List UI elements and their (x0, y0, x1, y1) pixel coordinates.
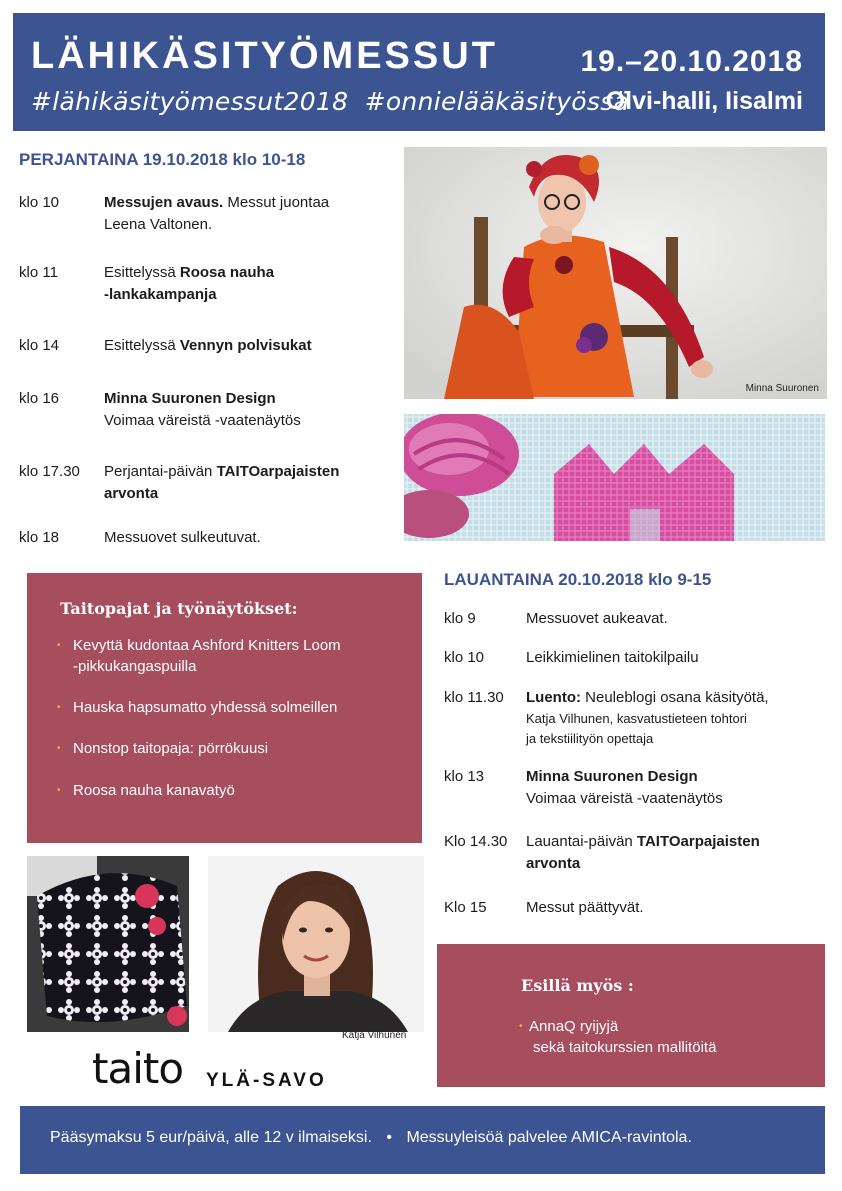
event-dates: 19.–20.10.2018 (580, 45, 803, 78)
header-banner (13, 13, 825, 131)
admission-info: Pääsymaksu 5 eur/päivä, alle 12 v ilmaiseksi. (50, 1129, 372, 1146)
row-desc: Messuovet aukeavat. (526, 610, 668, 627)
floral-pillow-photo (27, 856, 189, 1032)
row-desc: Esittelyssä Vennyn polvisukat (104, 337, 312, 354)
hashtags (31, 89, 629, 114)
restaurant-info: Messuyleisöä palvelee AMICA-ravintola. (406, 1129, 692, 1146)
row-desc: Messuovet sulkeutuvat. (104, 529, 261, 546)
row-time: klo 10 (19, 194, 60, 211)
row-time: Klo 15 (444, 899, 487, 916)
minna-caption: Minna Suuronen (745, 383, 819, 394)
row-time: klo 9 (444, 610, 476, 627)
row-time: klo 14 (19, 337, 60, 354)
katja-vilhunen-photo (208, 856, 424, 1032)
workshops-box: Taitopajat ja työnäytökset: • Kevyttä kudontaa Ashford Knitters Loom -pikkukangaspuilla • Hauska hapsumatto yhdessä solmeillen • Nonstop taitopaja: pörrökuusi • Roosa nauha kanavatyö (27, 573, 422, 843)
also-title: Esillä myös : (521, 976, 634, 995)
also-on-display-box: Esillä myös : • AnnaQ ryijyjä sekä taitokurssien mallitöitä (437, 944, 825, 1087)
row-desc: Lauantai-päivän TAITOarpajaisten arvonta (526, 833, 760, 872)
taito-yla-savo-logo (92, 1044, 352, 1096)
footer-banner (20, 1106, 825, 1174)
event-venue: Olvi-halli, Iisalmi (605, 87, 803, 115)
row-time: klo 16 (19, 390, 60, 407)
row-time: klo 18 (19, 529, 60, 546)
row-desc: Messut päättyvät. (526, 899, 644, 916)
row-time: klo 10 (444, 649, 485, 666)
row-desc: Minna Suuronen Design Voimaa väreistä -vaatenäytös (526, 768, 723, 807)
minna-suuronen-photo (404, 147, 827, 399)
row-desc: Esittelyssä Roosa nauha -lankakampanja (104, 264, 275, 303)
hashtag-slogan: #onnielääkäsityössä (364, 87, 630, 116)
saturday-heading: LAUANTAINA 20.10.2018 klo 9-15 (444, 570, 712, 589)
row-time: klo 13 (444, 768, 485, 785)
row-desc: Messujen avaus. Messut juontaa Leena Valtonen. (104, 194, 330, 233)
row-time: klo 11 (19, 264, 58, 281)
logo-region: YLÄ-SAVO (206, 1070, 327, 1091)
needlepoint-yarn-photo (404, 414, 825, 541)
row-desc: Leikkimielinen taitokilpailu (526, 649, 699, 666)
row-time: Klo 14.30 (444, 833, 508, 850)
logo-wordmark: taito (92, 1044, 184, 1093)
row-time: klo 11.30 (444, 689, 504, 706)
katja-caption: Katja Vilhunen (342, 1030, 407, 1041)
footer-text (50, 1129, 692, 1147)
row-desc: Luento: Neuleblogi osana käsityötä, Katja Vilhunen, kasvatustieteen tohtori ja tekstiilityön opettaja (526, 689, 769, 746)
footer-separator: • (386, 1129, 392, 1146)
event-title: LÄHIKÄSITYÖMESSUT (31, 35, 498, 77)
row-desc: Perjantai-päivän TAITOarpajaisten arvonta (104, 463, 340, 502)
hashtag-event: #lähikäsityömessut2018 (31, 87, 349, 116)
friday-heading: PERJANTAINA 19.10.2018 klo 10-18 (19, 150, 306, 169)
row-time: klo 17.30 (19, 463, 80, 480)
row-desc: Minna Suuronen Design Voimaa väreistä -vaatenäytös (104, 390, 301, 429)
workshops-title: Taitopajat ja työnäytökset: (60, 599, 298, 618)
